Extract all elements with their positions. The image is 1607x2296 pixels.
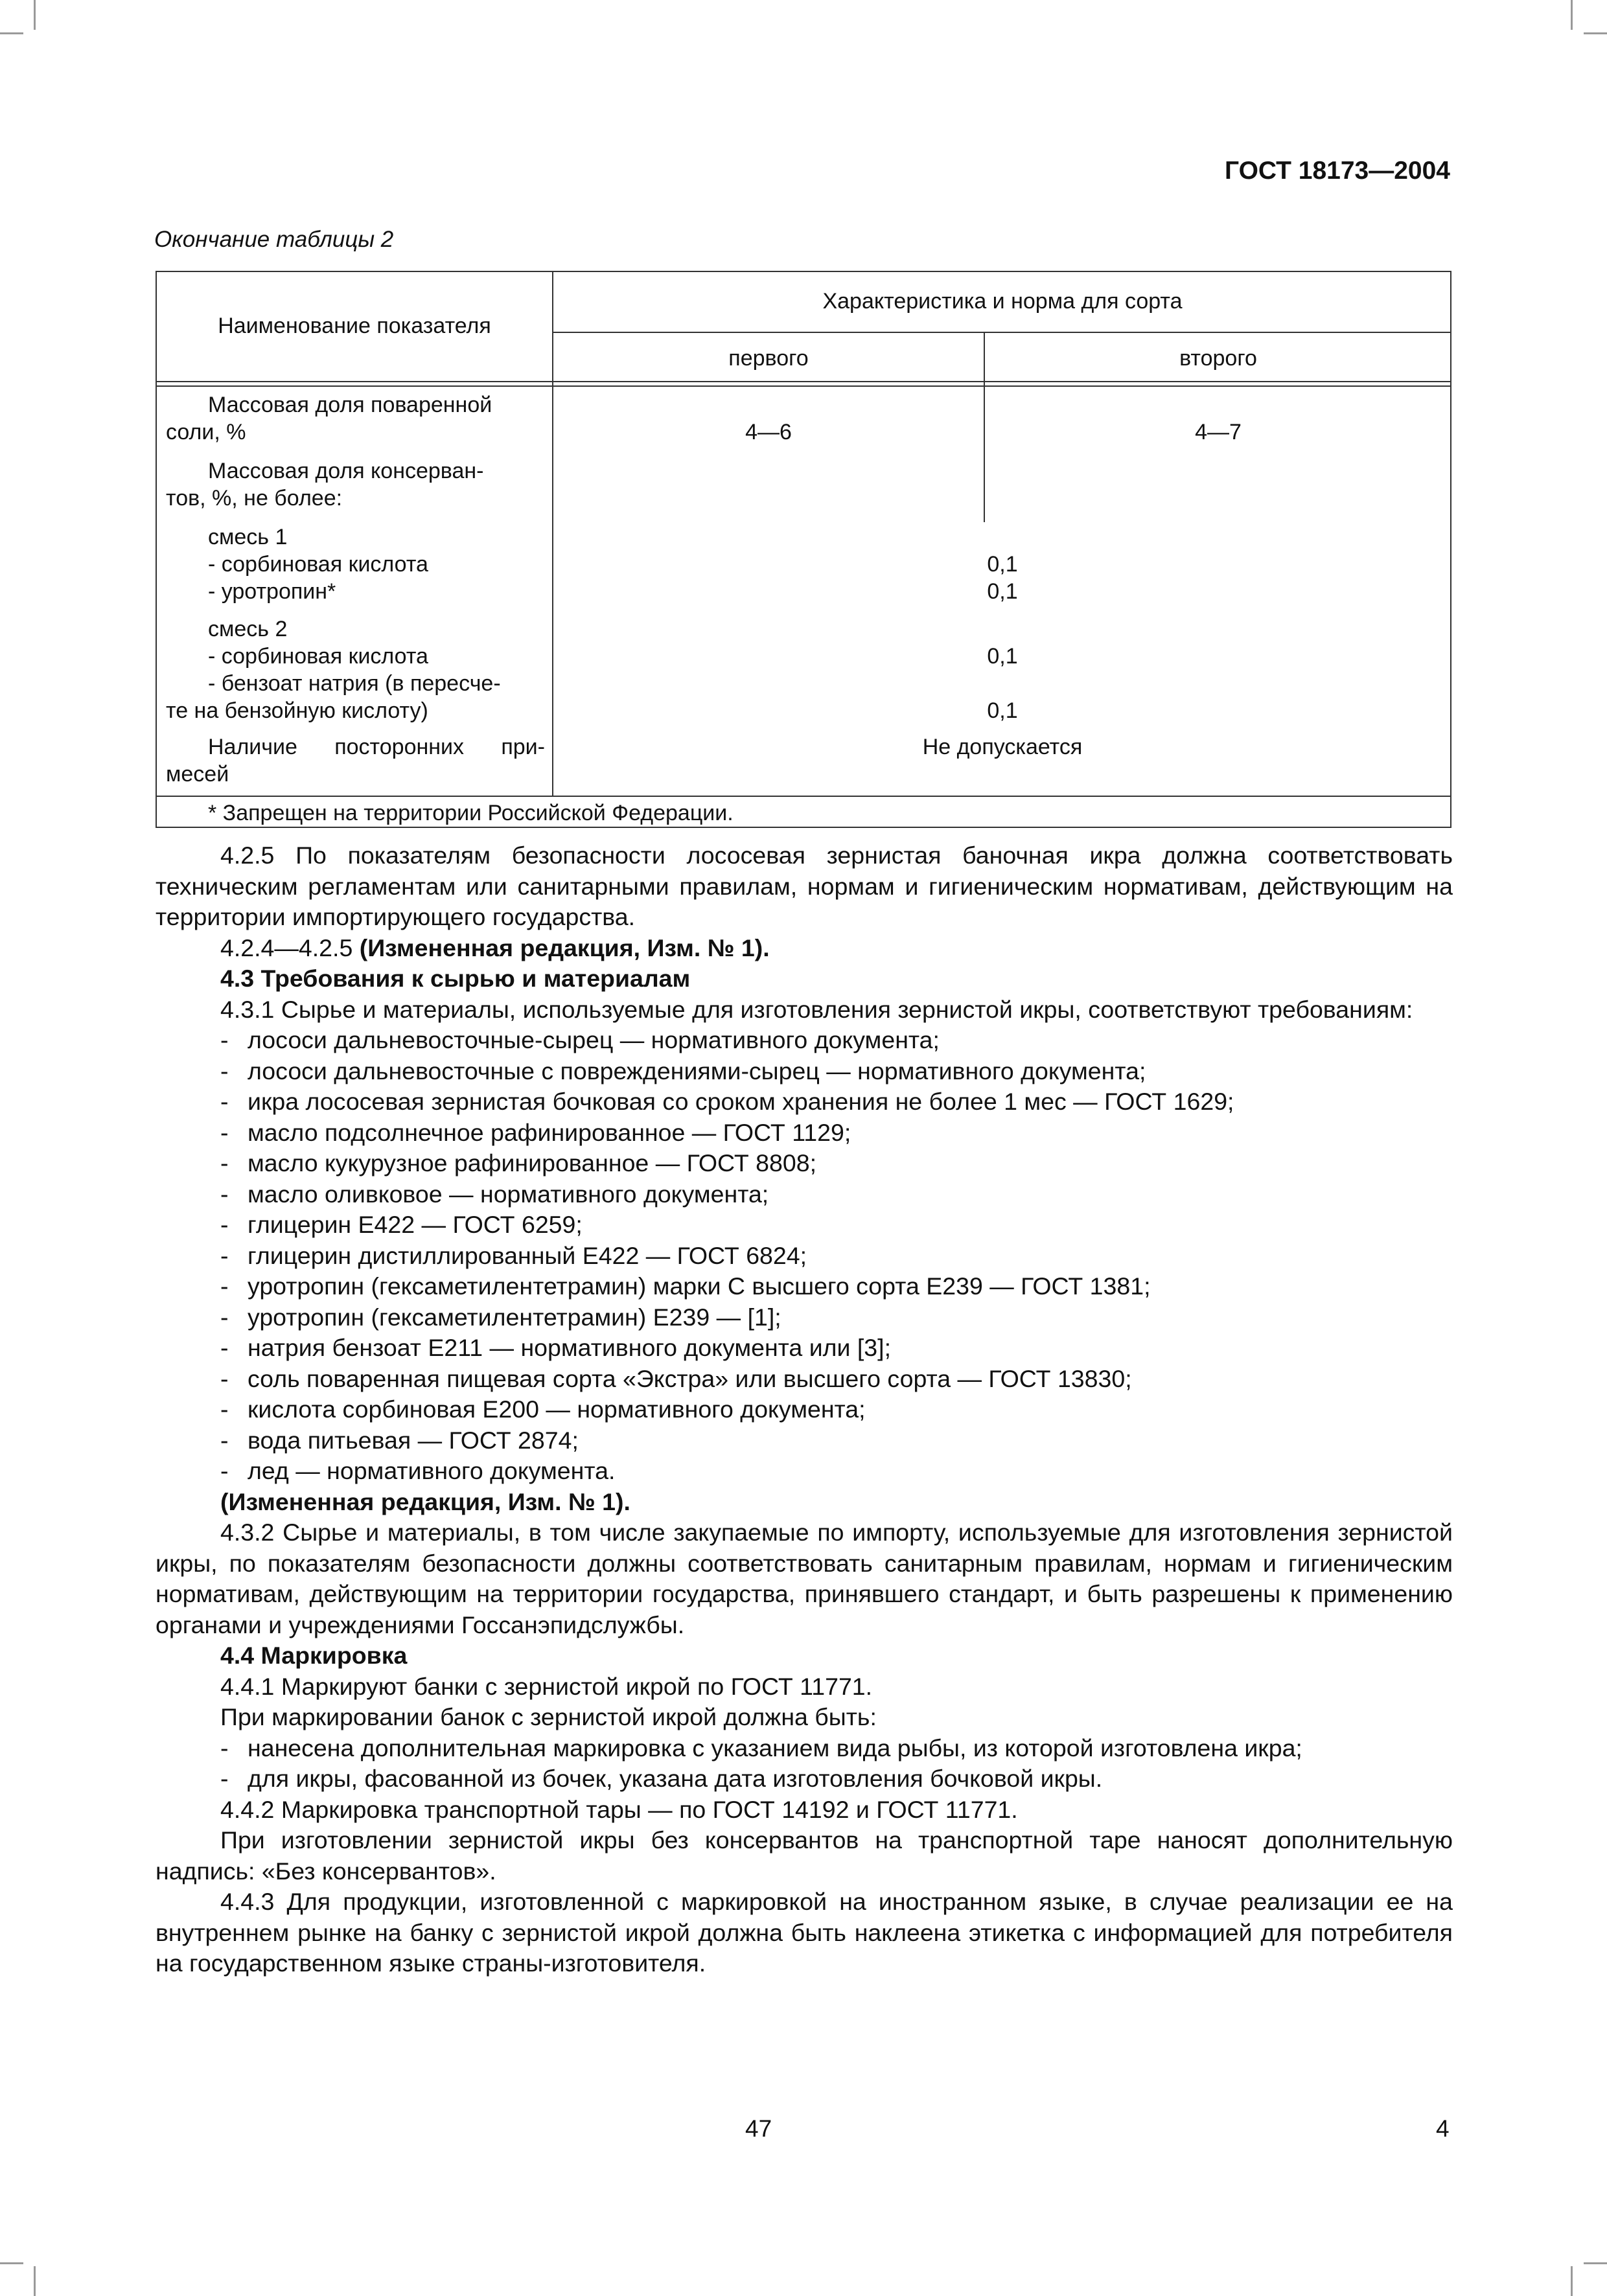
table-2-end	[156, 271, 1451, 828]
list-dash: -	[220, 1303, 229, 1331]
list-dash: -	[220, 1241, 229, 1269]
table-caption: Окончание таблицы 2	[154, 227, 394, 252]
list-item-text: уротропин (гексаметилентетрамин) марки С высшего сорта Е239 — ГОСТ 1381;	[248, 1272, 1151, 1300]
list-4-3-1	[156, 1025, 1453, 1487]
row-mix1-sorbic-label: - сорбиновая кислота	[208, 552, 428, 577]
list-item-text: масло оливковое — нормативного документа;	[248, 1180, 769, 1208]
list-item-text: икра лососевая зернистая бочковая со сроком хранения не более 1 мес — ГОСТ 1629;	[248, 1088, 1234, 1115]
paragraph-4-3-2: 4.3.2 Сырье и материалы, в том числе закупаемые по импорту, используемые для изготовления зернистой икры, по показателям безопасности должны соответствовать санитарным правилам, нормам и гигиеническим нормативам, действующим на территории государства, принявшего стандарт, и быть разрешены к применению органами и учреждениями Госсанэпидслужбы.	[156, 1519, 1453, 1638]
table-footnote: * Запрещен на территории Российской Федерации.	[208, 801, 734, 825]
header-first-grade: первого	[728, 346, 809, 371]
list-dash: -	[220, 1734, 229, 1762]
list-dash: -	[220, 1057, 229, 1085]
list-dash: -	[220, 1272, 229, 1300]
paragraph-4-4-3: 4.4.3 Для продукции, изготовленной с маркировкой на иностранном языке, в случае реализации ее на внутреннем рынке на банку с зернистой икрой должна быть наклеена этикетка с информацией для потребителя на государственном языке страны-изготовителя.	[156, 1888, 1453, 1977]
row-mix2-benzoate-label-1: - бензоат натрия (в пересче-	[208, 671, 501, 696]
list-item	[156, 1179, 1453, 1210]
list-item	[156, 1733, 1453, 1764]
list-item	[156, 1271, 1453, 1302]
amendment-4-2-4-4-2-5	[156, 933, 1453, 964]
table-hline-foot	[157, 796, 1450, 797]
row-mix2-sorbic-label: - сорбиновая кислота	[208, 644, 428, 669]
list-item-text: нанесена дополнительная маркировка с указанием вида рыбы, из которой изготовлена икра;	[248, 1734, 1302, 1762]
paragraph-4-4-1: 4.4.1 Маркируют банки с зернистой икрой по ГОСТ 11771.	[220, 1672, 873, 1700]
crop-mark-top-right-h	[1584, 32, 1607, 34]
list-dash: -	[220, 1026, 229, 1053]
crop-mark-top-left-v	[34, 0, 36, 30]
standard-number: ГОСТ 18173—2004	[1225, 157, 1450, 185]
page-number-center: 47	[745, 2115, 772, 2142]
table-hline-head-2	[157, 385, 1450, 387]
row-mix2-benzoate-value: 0,1	[987, 698, 1018, 723]
list-dash: -	[220, 1118, 229, 1146]
list-item-text: вода питьевая — ГОСТ 2874;	[248, 1426, 579, 1454]
amendment-note: (Измененная редакция, Изм. № 1).	[359, 934, 770, 961]
crop-mark-top-left-h	[0, 32, 23, 34]
list-item	[156, 1425, 1453, 1456]
list-dash: -	[220, 1395, 229, 1423]
crop-mark-bottom-left-v	[34, 2266, 36, 2296]
list-dash: -	[220, 1765, 229, 1792]
page-number-right: 4	[1436, 2115, 1450, 2142]
list-item	[156, 1118, 1453, 1149]
heading-4-3: 4.3 Требования к сырью и материалам	[220, 965, 691, 992]
paragraph-4-3-1: 4.3.1 Сырье и материалы, используемые для изготовления зернистой икры, соответствуют требованиям:	[220, 995, 1413, 1023]
body-text	[156, 840, 1453, 1979]
paragraph-4-4-2: 4.4.2 Маркировка транспортной тары — по ГОСТ 14192 и ГОСТ 11771.	[220, 1795, 1018, 1823]
list-item	[156, 1025, 1453, 1056]
header-indicator-name: Наименование показателя	[218, 314, 491, 338]
list-item	[156, 1763, 1453, 1795]
list-item-text: для икры, фасованной из бочек, указана дата изготовления бочковой икры.	[248, 1765, 1103, 1792]
header-second-grade: второго	[1179, 346, 1257, 371]
list-dash: -	[220, 1457, 229, 1484]
list-item	[156, 1086, 1453, 1118]
row-impurities-value: Не допускается	[922, 735, 1083, 759]
list-item-text: глицерин Е422 — ГОСТ 6259;	[248, 1211, 583, 1238]
row-mix1-label: смесь 1	[208, 525, 288, 549]
list-item	[156, 1302, 1453, 1333]
list-dash: -	[220, 1211, 229, 1238]
list-item-text: масло кукурузное рафинированное — ГОСТ 8808;	[248, 1149, 816, 1177]
row-salt-second: 4—7	[1195, 420, 1242, 444]
paragraph-4-4-1-b: При маркировании банок с зернистой икрой должна быть:	[220, 1703, 877, 1730]
row-mix2-benzoate-label-2: те на бензойную кислоту)	[166, 698, 428, 723]
list-item	[156, 1456, 1453, 1487]
row-impurities-label-2: месей	[166, 762, 229, 786]
row-preservatives-label-2: тов, %, не более:	[166, 486, 343, 511]
list-dash: -	[220, 1180, 229, 1208]
list-dash: -	[220, 1088, 229, 1115]
crop-mark-top-right-v	[1571, 0, 1573, 30]
row-mix1-urotropin-value: 0,1	[987, 579, 1018, 604]
amendment-4-3-1: (Измененная редакция, Изм. № 1).	[220, 1487, 630, 1515]
list-item-text: лососи дальневосточные с повреждениями-сырец — нормативного документа;	[248, 1057, 1146, 1085]
list-dash: -	[220, 1334, 229, 1361]
list-item-text: натрия бензоат Е211 — нормативного документа или [3];	[248, 1334, 891, 1361]
list-item	[156, 1241, 1453, 1272]
list-dash: -	[220, 1149, 229, 1177]
table-hline-group	[553, 332, 1451, 333]
crop-mark-bottom-left-h	[0, 2262, 23, 2264]
list-item-text: соль поваренная пищевая сорта «Экстра» или высшего сорта — ГОСТ 13830;	[248, 1364, 1132, 1392]
row-mix1-urotropin-label: - уротропин*	[208, 579, 336, 604]
list-item	[156, 1148, 1453, 1179]
list-item	[156, 1056, 1453, 1087]
paragraph-4-4-2-b: При изготовлении зернистой икры без консервантов на транспортной таре наносят дополнительную надпись: «Без консервантов».	[156, 1826, 1453, 1885]
list-item-text: уротропин (гексаметилентетрамин) Е239 — [1];	[248, 1303, 781, 1331]
row-preservatives-label-1: Массовая доля консерван-	[208, 459, 484, 483]
amendment-range: 4.2.4—4.2.5	[220, 934, 360, 961]
list-item-text: глицерин дистиллированный Е422 — ГОСТ 6824;	[248, 1241, 807, 1269]
list-item	[156, 1394, 1453, 1425]
row-mix2-label: смесь 2	[208, 617, 288, 641]
list-item-text: лососи дальневосточные-сырец — нормативного документа;	[248, 1026, 940, 1053]
list-dash: -	[220, 1364, 229, 1392]
row-salt-first: 4—6	[745, 420, 792, 444]
crop-mark-bottom-right-v	[1571, 2266, 1573, 2296]
row-impurities-label-1: Наличие посторонних при-	[208, 735, 545, 759]
paragraph-4-2-5: 4.2.5 По показателям безопасности лососевая зернистая баночная икра должна соответствовать техническим регламентам или санитарными правилам, нормам и гигиеническим нормативам, действующим на территории импортирующего государства.	[156, 842, 1453, 930]
row-salt-label-2: соли, %	[166, 420, 246, 444]
list-item	[156, 1210, 1453, 1241]
heading-4-4: 4.4 Маркировка	[220, 1642, 408, 1669]
table-hline-head-1	[157, 381, 1450, 382]
list-item-text: масло подсолнечное рафинированное — ГОСТ 1129;	[248, 1118, 851, 1146]
list-item	[156, 1333, 1453, 1364]
list-item-text: кислота сорбиновая Е200 — нормативного документа;	[248, 1395, 866, 1423]
list-4-4-1	[156, 1733, 1453, 1795]
list-item	[156, 1364, 1453, 1395]
row-mix2-sorbic-value: 0,1	[987, 644, 1018, 669]
header-grade-group: Характеристика и норма для сорта	[822, 289, 1183, 314]
crop-mark-bottom-right-h	[1584, 2262, 1607, 2264]
list-dash: -	[220, 1426, 229, 1454]
list-item-text: лед — нормативного документа.	[248, 1457, 616, 1484]
row-salt-label-1: Массовая доля поваренной	[208, 393, 492, 417]
row-mix1-sorbic-value: 0,1	[987, 552, 1018, 577]
